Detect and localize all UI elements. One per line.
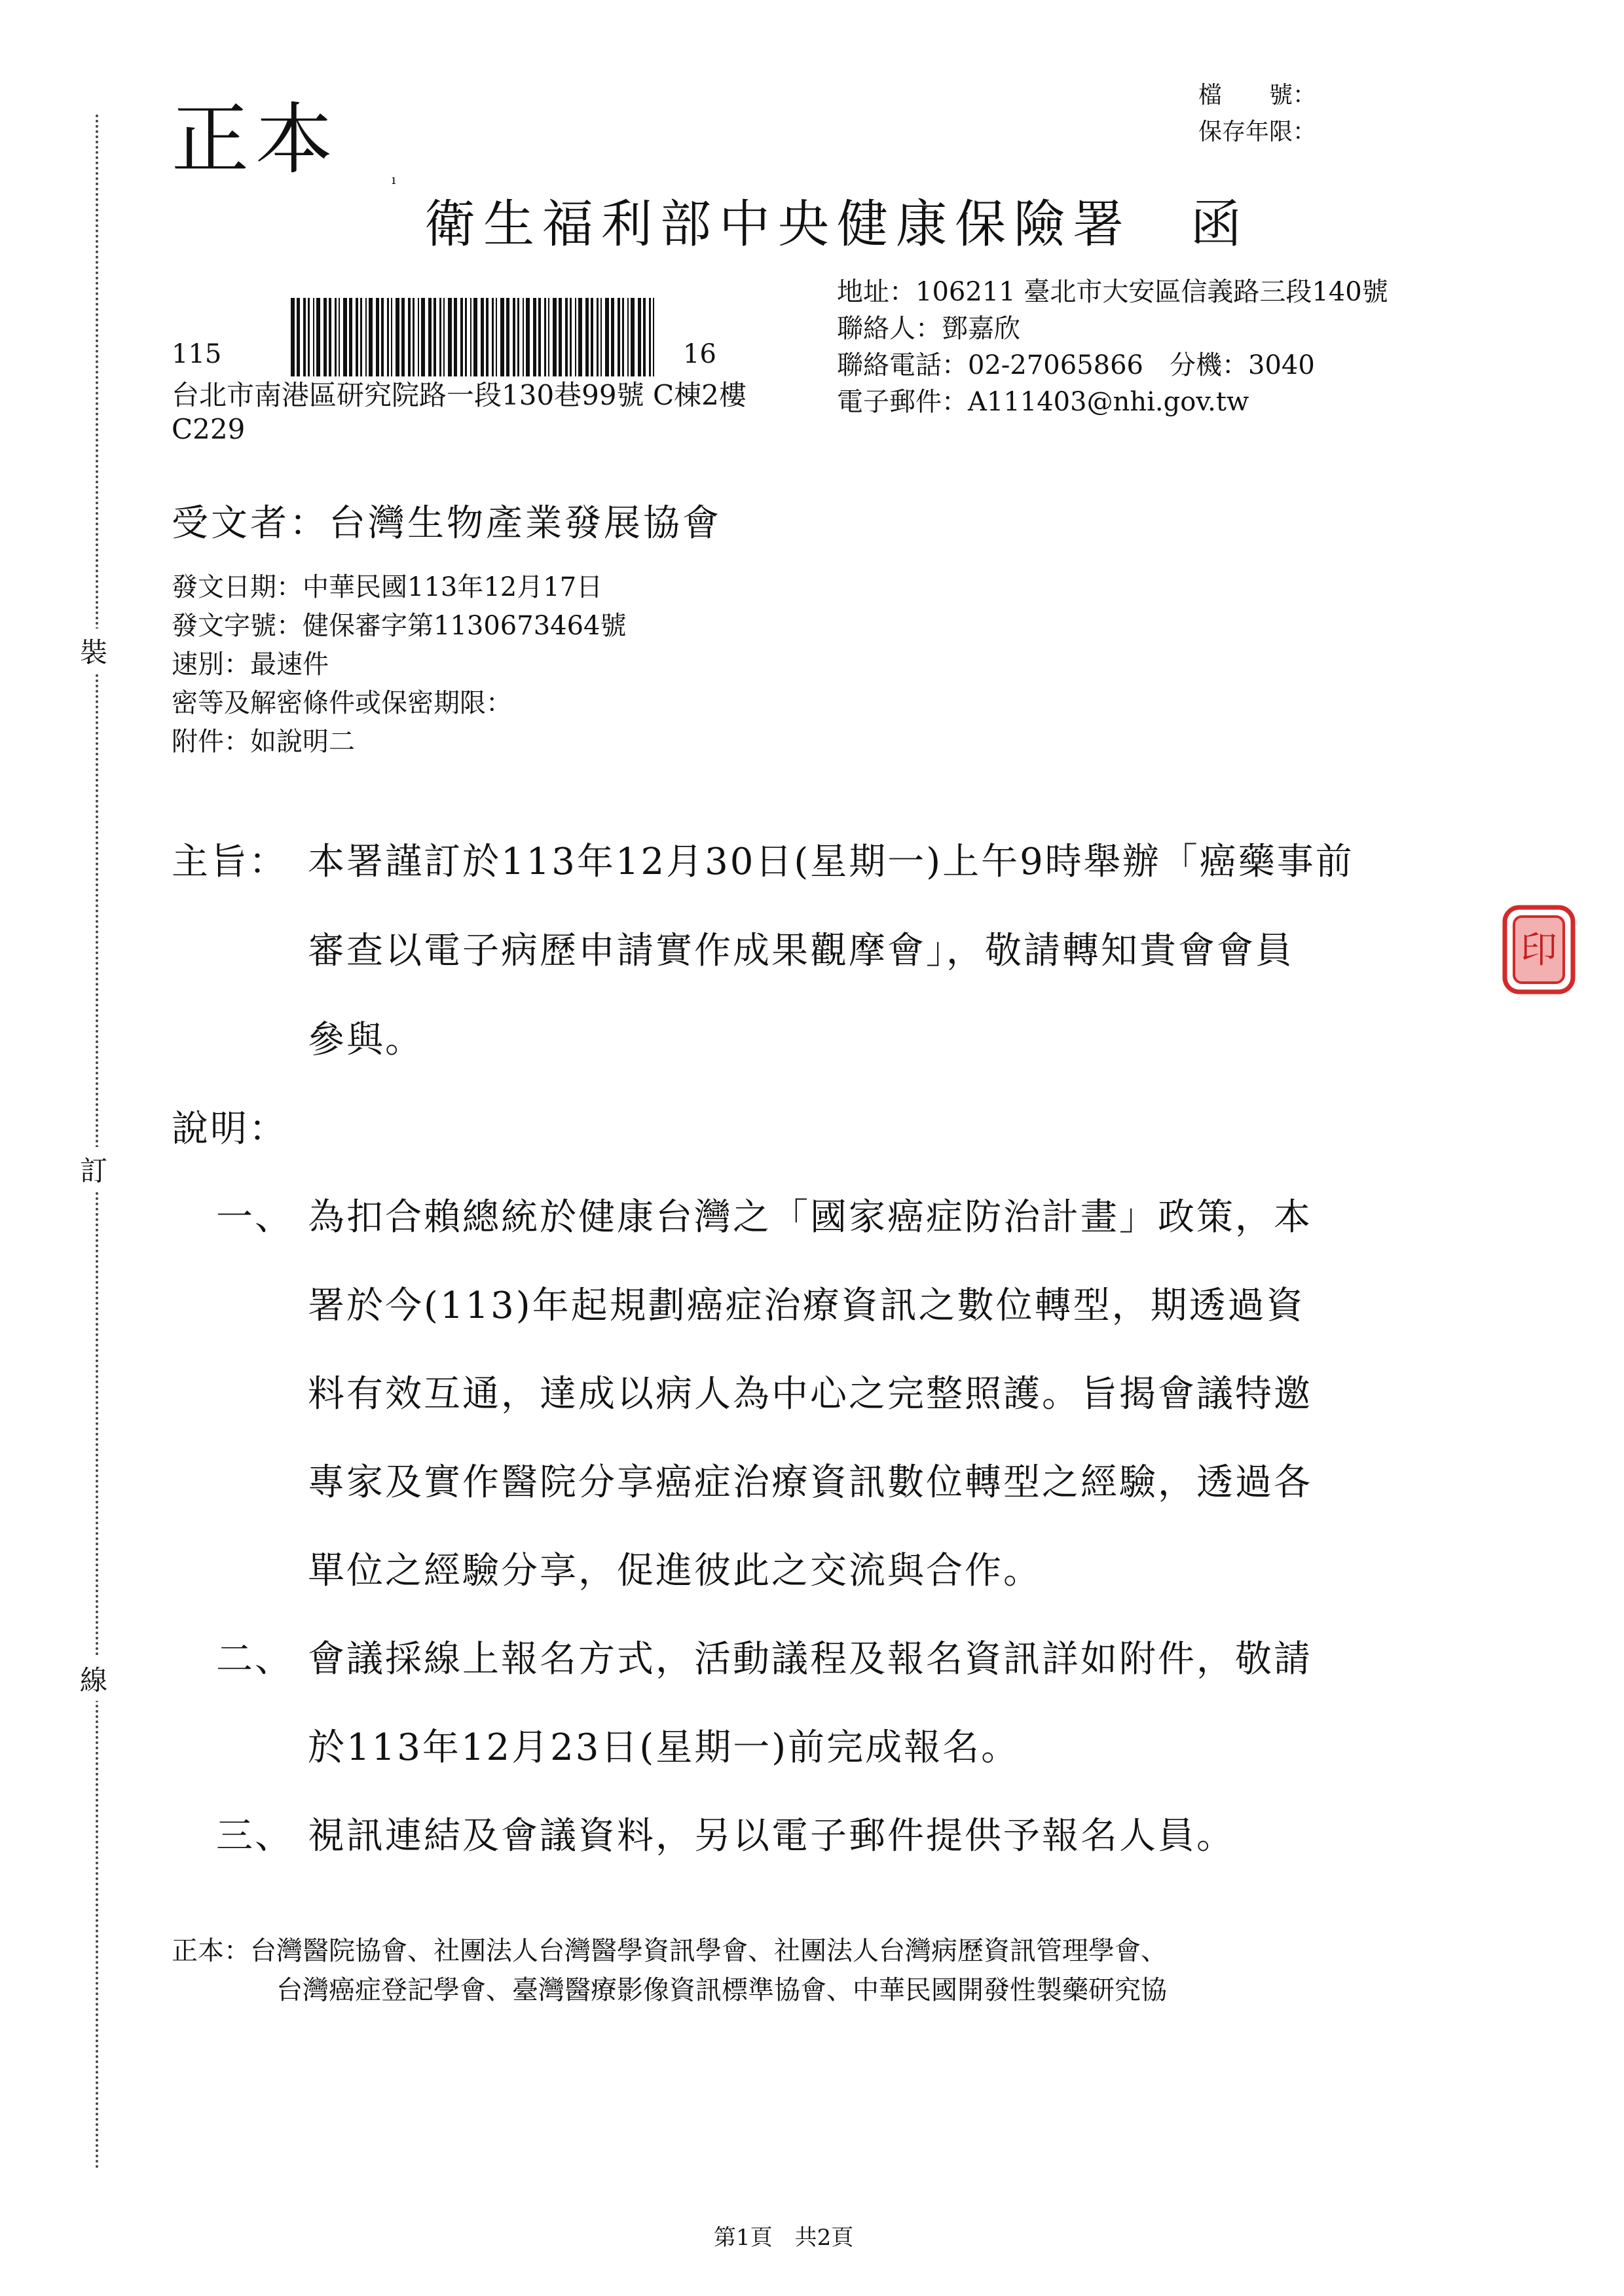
- barcode-bar: [428, 298, 432, 376]
- subject-line-1: 本署謹訂於113年12月30日(星期一)上午9時舉辦「癌藥事前: [308, 841, 1354, 883]
- item-2-number: 二、: [216, 1638, 293, 1681]
- subject-label: 主旨：: [172, 841, 287, 883]
- zip-code-left: 115: [172, 339, 222, 369]
- barcode-bar: [369, 298, 373, 376]
- barcode-bar: [297, 298, 300, 376]
- item-3-number: 三、: [216, 1815, 293, 1857]
- contact-block: [837, 274, 1388, 420]
- barcode-bar: [391, 298, 392, 376]
- barcode-bar: [343, 298, 347, 376]
- issue-date: 發文日期：中華民國113年12月17日: [172, 572, 603, 602]
- retention-label: 保存年限：: [1198, 118, 1317, 145]
- barcode-bar: [643, 298, 646, 376]
- barcode-bar: [605, 298, 609, 376]
- barcode-bar: [473, 298, 477, 376]
- barcode-bar: [418, 298, 419, 376]
- item-2-line-2: 於113年12月23日(星期一)前完成報名。: [308, 1726, 1020, 1769]
- red-seal-stamp: [1500, 902, 1578, 997]
- item-2-line-1: 會議採線上報名方式，活動議程及報名資訊詳如附件，敬請: [308, 1638, 1312, 1681]
- zip-code-right: 16: [683, 339, 716, 369]
- barcode-bar: [653, 298, 654, 376]
- barcode-bar: [396, 298, 399, 376]
- binding-mark-zhuang: 裝: [80, 629, 107, 673]
- explanation-label: 說明：: [172, 1108, 287, 1150]
- file-number-label: 檔 號：: [1198, 82, 1317, 109]
- barcode-bar: [365, 298, 367, 376]
- barcode-bar: [578, 298, 582, 376]
- barcode-bar: [492, 298, 494, 376]
- barcode-bar: [559, 298, 562, 376]
- barcode-bar: [291, 298, 295, 376]
- barcode-bar: [548, 298, 549, 376]
- barcode-bar: [517, 298, 519, 376]
- barcode-bar: [565, 298, 568, 376]
- barcode-bar: [570, 298, 572, 376]
- barcode-bar: [649, 298, 651, 376]
- document-title: 衛生福利部中央健康保險署 函: [424, 195, 1250, 254]
- barcode-bar: [313, 298, 314, 376]
- barcode-bar: [575, 298, 576, 376]
- barcode-bar: [611, 298, 614, 376]
- item-1-line-2: 署於今(113)年起規劃癌症治療資訊之數位轉型，期透過資: [308, 1285, 1305, 1327]
- copy-recipients-label: 正本：: [172, 1936, 250, 1966]
- item-1-number: 一、: [216, 1196, 293, 1239]
- binding-mark-xian: 線: [80, 1656, 107, 1701]
- barcode-bar: [500, 298, 504, 376]
- barcode-bar: [376, 298, 379, 376]
- barcode-bar: [439, 298, 441, 376]
- barcode-bar: [356, 298, 358, 376]
- barcode: [288, 298, 661, 376]
- attachment: 附件：如說明二: [172, 727, 355, 757]
- barcode-bar: [303, 298, 306, 376]
- barcode-bar: [387, 298, 389, 376]
- item-1-line-5: 單位之經驗分享，促進彼此之交流與合作。: [308, 1550, 1042, 1592]
- contact-person: 聯絡人：鄧嘉欣: [837, 314, 1020, 344]
- barcode-bar: [506, 298, 509, 376]
- item-1-line-1: 為扣合賴總統於健康台灣之「國家癌症防治計畫」政策，本: [308, 1196, 1312, 1239]
- barcode-bar: [360, 298, 362, 376]
- contact-phone: 聯絡電話：02-27065866 分機：3040: [837, 350, 1315, 380]
- sender-address: 地址：106211 臺北市大安區信義路三段140號: [837, 277, 1388, 307]
- binding-mark-ding: 訂: [80, 1147, 107, 1192]
- subject-line-3: 參與。: [308, 1019, 424, 1061]
- copy-mark: 正本: [172, 94, 340, 185]
- barcode-bar: [316, 298, 320, 376]
- barcode-bar: [421, 298, 425, 376]
- barcode-bar: [460, 298, 463, 376]
- barcode-bar: [434, 298, 436, 376]
- item-1-line-4: 專家及實作醫院分享癌症治療資訊數位轉型之經驗，透過各: [308, 1461, 1312, 1504]
- barcode-bar: [618, 298, 620, 376]
- delivery-speed: 速別：最速件: [172, 649, 329, 680]
- barcode-bar: [597, 298, 599, 376]
- barcode-bar: [553, 298, 557, 376]
- copy-recipients-line-1: 台灣醫院協會、社團法人台灣醫學資訊學會、社團法人台灣病歷資訊管理學會、: [250, 1936, 1167, 1966]
- barcode-bar: [408, 298, 411, 376]
- contact-email: 電子郵件：A111403@nhi.gov.tw: [837, 387, 1249, 417]
- barcode-bar: [585, 298, 589, 376]
- barcode-bar: [638, 298, 641, 376]
- barcode-bar: [401, 298, 405, 376]
- barcode-bar: [381, 298, 384, 376]
- secrecy-level: 密等及解密條件或保密期限：: [172, 688, 512, 718]
- stray-mark: ı: [392, 172, 396, 187]
- barcode-bar: [600, 298, 602, 376]
- barcode-bar: [526, 298, 530, 376]
- barcode-bar: [486, 298, 489, 376]
- barcode-bar: [496, 298, 497, 376]
- barcode-bar: [413, 298, 415, 376]
- barcode-bar: [523, 298, 524, 376]
- barcode-bar: [481, 298, 484, 376]
- recipient: 受文者：台灣生物產業發展協會: [172, 502, 722, 545]
- seal-text: 印: [1521, 929, 1557, 972]
- copy-recipients: [172, 1931, 1167, 2010]
- file-info: [1198, 77, 1316, 151]
- barcode-bar: [631, 298, 635, 376]
- item-1-line-3: 料有效互通，達成以病人為中心之完整照護。旨揭會議特邀: [308, 1373, 1312, 1415]
- barcode-bar: [622, 298, 624, 376]
- barcode-bar: [308, 298, 310, 376]
- page-number: 第1頁 共2頁: [714, 2225, 854, 2251]
- barcode-bar: [470, 298, 471, 376]
- barcode-bar: [533, 298, 536, 376]
- barcode-bar: [538, 298, 541, 376]
- barcode-bar: [329, 298, 331, 376]
- binding-line: [96, 115, 98, 2170]
- address-line-2: C229: [172, 413, 246, 445]
- barcode-bar: [349, 298, 352, 376]
- barcode-bar: [339, 298, 340, 376]
- document-number: 發文字號：健保審字第1130673464號: [172, 611, 627, 641]
- barcode-bar: [335, 298, 337, 376]
- barcode-bar: [513, 298, 515, 376]
- subject-line-2: 審查以電子病歷申請實作成果觀摩會」，敬請轉知貴會會員: [308, 930, 1294, 972]
- barcode-bar: [454, 298, 457, 376]
- barcode-bar: [465, 298, 467, 376]
- item-3-line-1: 視訊連結及會議資料，另以電子郵件提供予報名人員。: [308, 1815, 1235, 1857]
- document-meta: [172, 568, 627, 761]
- barcode-bar: [443, 298, 445, 376]
- barcode-bar: [448, 298, 452, 376]
- barcode-bar: [627, 298, 629, 376]
- recipient-address: [172, 378, 747, 446]
- barcode-bar: [323, 298, 327, 376]
- barcode-bar: [544, 298, 546, 376]
- copy-recipients-line-2: 台灣癌症登記學會、臺灣醫療影像資訊標準協會、中華民國開發性製藥研究協: [276, 1975, 1167, 2005]
- barcode-bar: [591, 298, 593, 376]
- address-line-1: 台北市南港區研究院路一段130巷99號 C棟2樓: [172, 379, 747, 411]
